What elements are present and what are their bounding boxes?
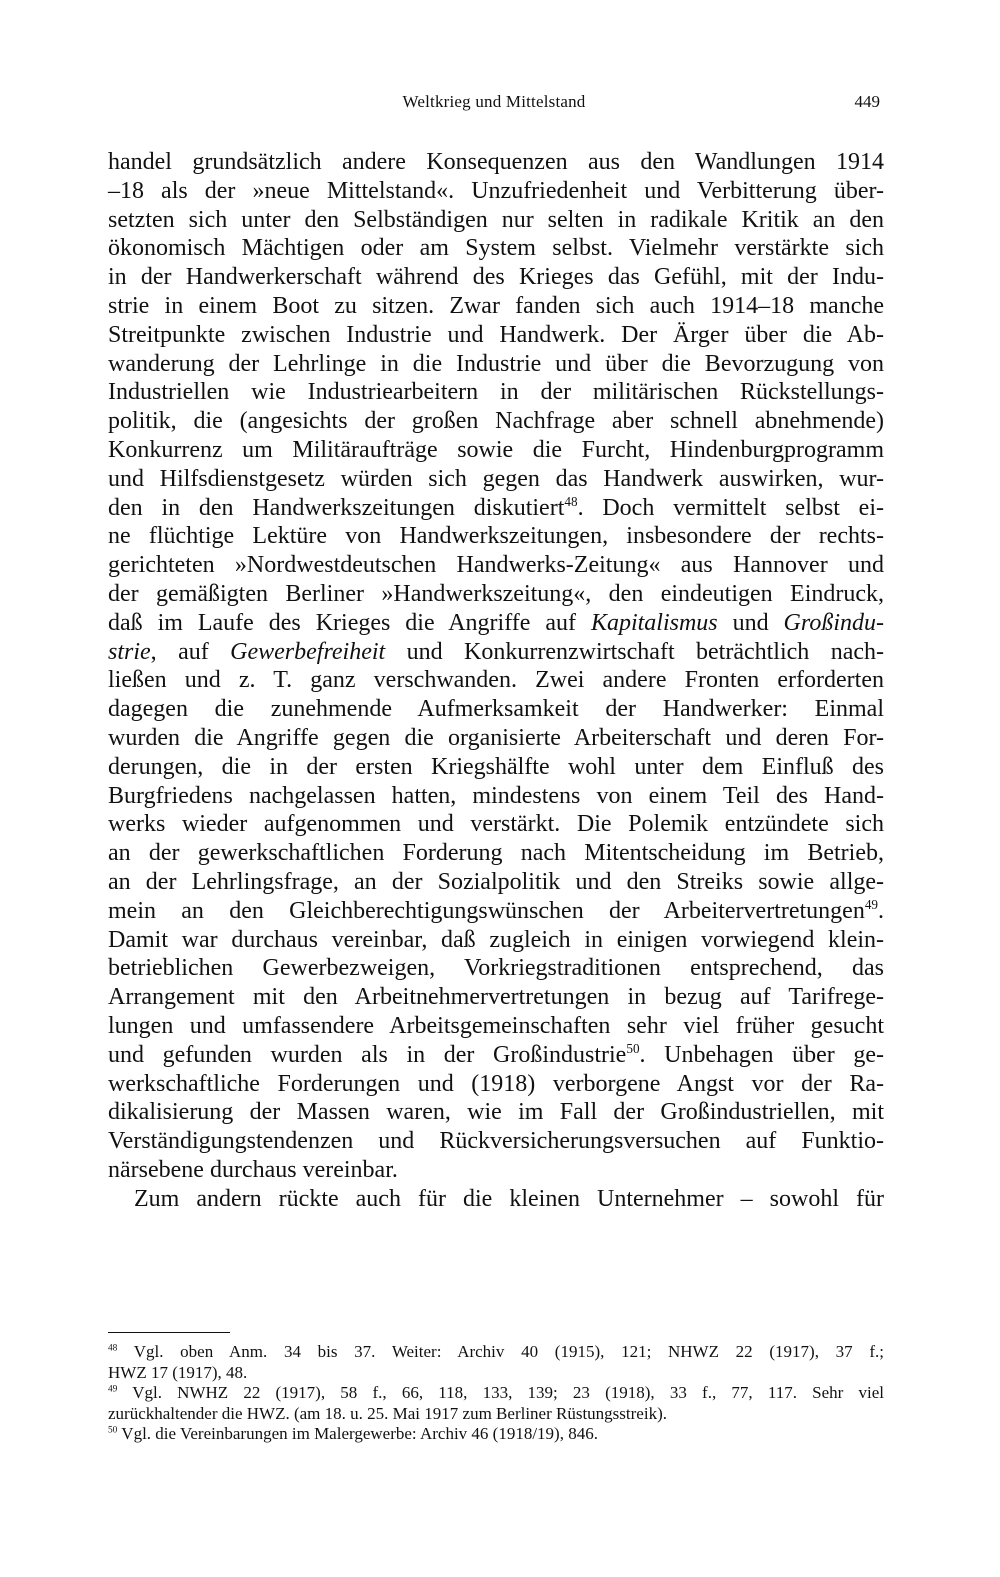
footnote-text: zurückhaltender die HWZ. (am 18. u. 25. Mai 1917 zum Berliner Rüstungsstreik). — [108, 1403, 667, 1423]
text-line: wanderung der Lehrlinge in die Industrie und über die Bevorzugung von — [108, 350, 884, 377]
footnote-ref[interactable]: 48 — [564, 493, 578, 509]
emphasis: Gewerbefreiheit — [230, 638, 386, 665]
text-line: Zum andern rückte auch für die kleinen Unternehmer – sowohl für — [134, 1185, 884, 1212]
text-line: in der Handwerkerschaft während des Krieges das Gefühl, mit der Indu- — [108, 264, 884, 291]
text-line: setzten sich unter den Selbständigen nur selten in radikale Kritik an den — [108, 206, 884, 233]
text-line: der gemäßigten Berliner »Handwerkszeitung«, den eindeutigen Eindruck, — [108, 580, 884, 607]
footnotes — [108, 1342, 884, 1445]
page-header — [108, 92, 880, 116]
text-segment: und Konkurrenzwirtschaft beträchtlich nach- — [385, 638, 884, 665]
footnote-text: Vgl. NWHZ 22 (1917), 58 f., 66, 118, 133, 139; 23 (1918), 33 f., 77, 117. Sehr viel — [117, 1383, 884, 1402]
text-line: Industriellen wie Industriearbeitern in der militärischen Rückstellungs- — [108, 379, 884, 406]
text-line: wurden die Angriffe gegen die organisierte Arbeiterschaft und deren For- — [108, 724, 884, 751]
text-line: Arrangement mit den Arbeitnehmervertretungen in bezug auf Tarifrege- — [108, 984, 884, 1011]
footnote-separator — [108, 1332, 230, 1333]
body-text — [108, 148, 884, 1213]
footnote-number: 50 — [108, 1425, 118, 1436]
text-segment: mein an den Gleichberechtigungswünschen der Arbeitervertretungen — [108, 897, 865, 924]
text-line — [108, 638, 884, 667]
text-line: Verständigungstendenzen und Rückversicherungsversuchen auf Funktio- — [108, 1128, 884, 1155]
footnote — [108, 1342, 884, 1363]
text-line: derungen, die in der ersten Kriegshälfte wohl unter dem Einfluß des — [108, 753, 884, 780]
text-line: gerichteten »Nordwestdeutschen Handwerks-Zeitung« aus Hannover und — [108, 552, 884, 579]
text-line: strie in einem Boot zu sitzen. Zwar fanden sich auch 1914–18 manche — [108, 292, 884, 319]
emphasis: Großindu- — [783, 609, 884, 636]
text-line: politik, die (angesichts der großen Nachfrage aber schnell abnehmende) — [108, 408, 884, 435]
footnote-text: Vgl. die Vereinbarungen im Malergewerbe: Archiv 46 (1918/19), 846. — [117, 1424, 598, 1443]
emphasis: strie — [108, 638, 151, 665]
text-segment: den in den Handwerkszeitungen diskutiert — [108, 494, 565, 521]
text-line — [108, 897, 884, 926]
text-line: handel grundsätzlich andere Konsequenzen aus den Wandlungen 1914 — [108, 149, 884, 175]
text-line: närsebene durchaus vereinbar. — [108, 1156, 398, 1183]
text-line: ökonomisch Mächtigen oder am System selbst. Vielmehr verstärkte sich — [108, 235, 884, 262]
text-segment: . — [878, 897, 884, 924]
footnote — [108, 1383, 884, 1404]
text-line: an der Lehrlingsfrage, an der Sozialpolitik und den Streiks sowie allge- — [108, 868, 884, 895]
text-line — [108, 1041, 884, 1070]
footnote-ref[interactable]: 49 — [864, 896, 878, 912]
footnote-number: 49 — [108, 1384, 118, 1395]
text-line: werks wieder aufgenommen und verstärkt. Die Polemik entzündete sich — [108, 811, 884, 838]
running-title: Weltkrieg und Mittelstand — [402, 92, 586, 111]
text-line — [108, 609, 884, 638]
text-line: betrieblichen Gewerbezweigen, Vorkriegstraditionen entsprechend, das — [108, 955, 884, 982]
footnote-number: 48 — [108, 1343, 118, 1354]
text-line: Damit war durchaus vereinbar, daß zugleich in einigen vorwiegend klein- — [108, 926, 884, 953]
text-segment: daß im Laufe des Krieges die Angriffe auf — [108, 609, 591, 636]
text-line: ließen und z. T. ganz verschwanden. Zwei andere Fronten erforderten — [108, 667, 884, 694]
footnote-text: Vgl. oben Anm. 34 bis 37. Weiter: Archiv 40 (1915), 121; NHWZ 22 (1917), 37 f.; — [117, 1342, 884, 1361]
text-segment: . Unbehagen über ge- — [639, 1041, 885, 1068]
text-line: werkschaftliche Forderungen und (1918) verborgene Angst vor der Ra- — [108, 1070, 884, 1097]
footnote — [108, 1363, 884, 1384]
footnote — [108, 1424, 884, 1445]
text-line: dagegen die zunehmende Aufmerksamkeit der Handwerker: Einmal — [108, 696, 884, 723]
footnote-ref[interactable]: 50 — [626, 1040, 640, 1056]
text-line: lungen und umfassendere Arbeitsgemeinschaften sehr viel früher gesucht — [108, 1012, 884, 1039]
text-line: und Hilfsdienstgesetz würden sich gegen das Handwerk auswirken, wur- — [108, 465, 884, 492]
text-line — [108, 494, 884, 523]
text-line: Streitpunkte zwischen Industrie und Handwerk. Der Ärger über die Ab- — [108, 321, 884, 348]
page-number: 449 — [854, 92, 880, 111]
text-segment: und gefunden wurden als in der Großindustrie — [108, 1041, 627, 1068]
text-line: dikalisierung der Massen waren, wie im Fall der Großindustriellen, mit — [108, 1099, 884, 1126]
footnote-text: HWZ 17 (1917), 48. — [108, 1362, 248, 1382]
text-segment: und — [717, 609, 784, 636]
text-line: Burgfriedens nachgelassen hatten, mindestens von einem Teil des Hand- — [108, 782, 884, 809]
text-line: ne flüchtige Lektüre von Handwerkszeitungen, insbesondere der rechts- — [108, 523, 884, 550]
text-line: an der gewerkschaftlichen Forderung nach Mitentscheidung im Betrieb, — [108, 840, 884, 867]
emphasis: Kapitalismus — [590, 609, 718, 636]
footnote — [108, 1404, 884, 1425]
text-line: –18 als der »neue Mittelstand«. Unzufriedenheit und Verbitterung über- — [108, 177, 884, 204]
text-segment: . Doch vermittelt selbst ei- — [577, 494, 884, 521]
text-segment: , auf — [150, 638, 231, 665]
text-line: Konkurrenz um Militäraufträge sowie die Furcht, Hindenburgprogramm — [108, 436, 884, 463]
